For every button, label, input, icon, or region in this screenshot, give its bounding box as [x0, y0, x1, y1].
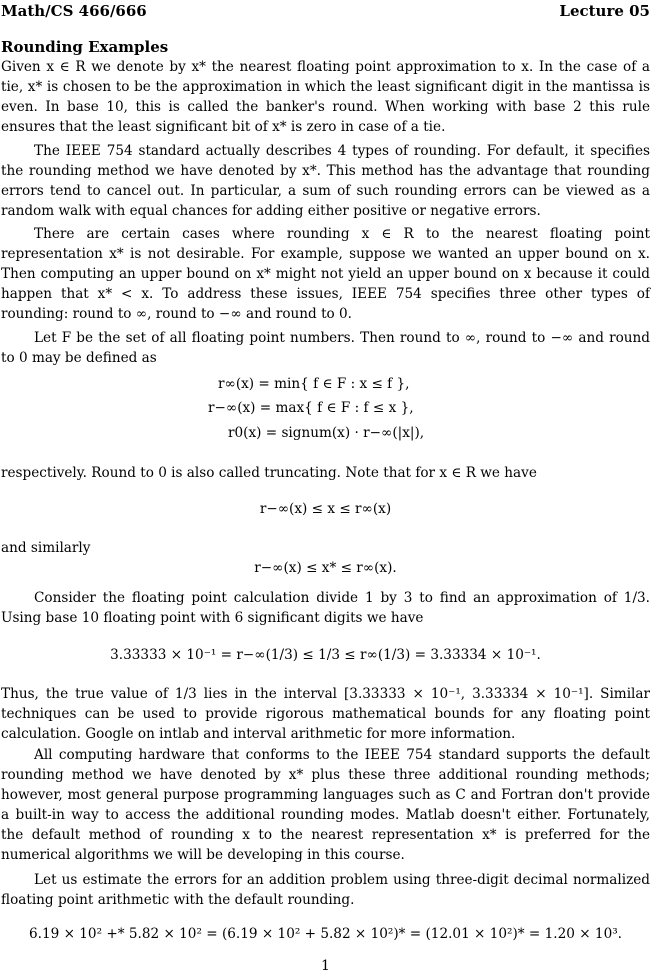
paragraph-1: Given x ∈ R we denote by x* the nearest floating point approximation to x. In the case of a tie, x* is chosen to be the approximation in which the least significant digit in the mantissa is even. In base 10, this is called the banker's round. When working with base 2 this rule ensures that the least significant bit of x* is zero in case of a tie. [1, 59, 650, 136]
equation-round-to-neg-infinity: r−∞(x) = max{ f ∈ F : f ≤ x }, [208, 400, 414, 416]
equation-round-to-infinity: r∞(x) = min{ f ∈ F : x ≤ f }, [218, 376, 410, 392]
lecture-number: Lecture 05 [559, 2, 650, 20]
course-title: Math/CS 466/666 [1, 2, 147, 20]
page-number: 1 [321, 958, 330, 974]
equation-inequality-x: r−∞(x) ≤ x ≤ r∞(x) [259, 501, 392, 517]
paragraph-7: Consider the floating point calculation divide 1 by 3 to find an approximation of 1/3. Using base 10 floating point with 6 significant digits we have [1, 590, 650, 627]
paragraph-9: All computing hardware that conforms to the IEEE 754 standard supports the default rounding method we have denoted by x* plus these three additional rounding methods; however, most general purpose programming languages such as C and Fortran don't provide a built-in way to access the additional rounding modes. Matlab doesn't either. Fortunately, the default method of rounding x to the nearest representation x* is preferred for the numerical algorithms we will be developing in this course. [1, 747, 650, 864]
equation-one-third-bounds: 3.33333 × 10⁻¹ = r−∞(1/3) ≤ 1/3 ≤ r∞(1/3) = 3.33334 × 10⁻¹. [110, 647, 541, 663]
paragraph-10: Let us estimate the errors for an addition problem using three-digit decimal normalized floating point arithmetic with the default rounding. [1, 872, 650, 909]
paragraph-6: and similarly [1, 540, 91, 556]
paragraph-5: respectively. Round to 0 is also called truncating. Note that for x ∈ R we have [1, 465, 537, 481]
paragraph-8: Thus, the true value of 1/3 lies in the interval [3.33333 × 10⁻¹, 3.33334 × 10⁻¹]. Similar techniques can be used to provide rigorous mathematical bounds for any floating point calculation. Google on intlab and interval arithmetic for more information. [1, 686, 650, 743]
equation-inequality-xstar: r−∞(x) ≤ x* ≤ r∞(x). [254, 560, 397, 576]
paragraph-2: The IEEE 754 standard actually describes 4 types of rounding. For default, it specifies the rounding method we have denoted by x*. This method has the advantage that rounding errors tend to cancel out. In particular, a sum of such rounding errors can be viewed as a random walk with equal chances for adding either positive or negative errors. [1, 143, 650, 220]
paragraph-3: There are certain cases where rounding x ∈ R to the nearest floating point representation x* is not desirable. For example, suppose we wanted an upper bound on x. Then computing an upper bound on x* might not yield an upper bound on x because it could happen that x* < x. To address these issues, IEEE 754 specifies three other types of rounding: round to ∞, round to −∞ and round to 0. [1, 226, 650, 323]
section-title: Rounding Examples [1, 38, 169, 56]
equation-round-to-zero: r0(x) = signum(x) · r−∞(|x|), [228, 425, 425, 441]
equation-addition-example: 6.19 × 10² +* 5.82 × 10² = (6.19 × 10² + 5.82 × 10²)* = (12.01 × 10²)* = 1.20 × 10³. [28, 926, 622, 942]
paragraph-4: Let F be the set of all floating point numbers. Then round to ∞, round to −∞ and round to 0 may be defined as [1, 330, 650, 367]
page-header [1, 2, 650, 22]
